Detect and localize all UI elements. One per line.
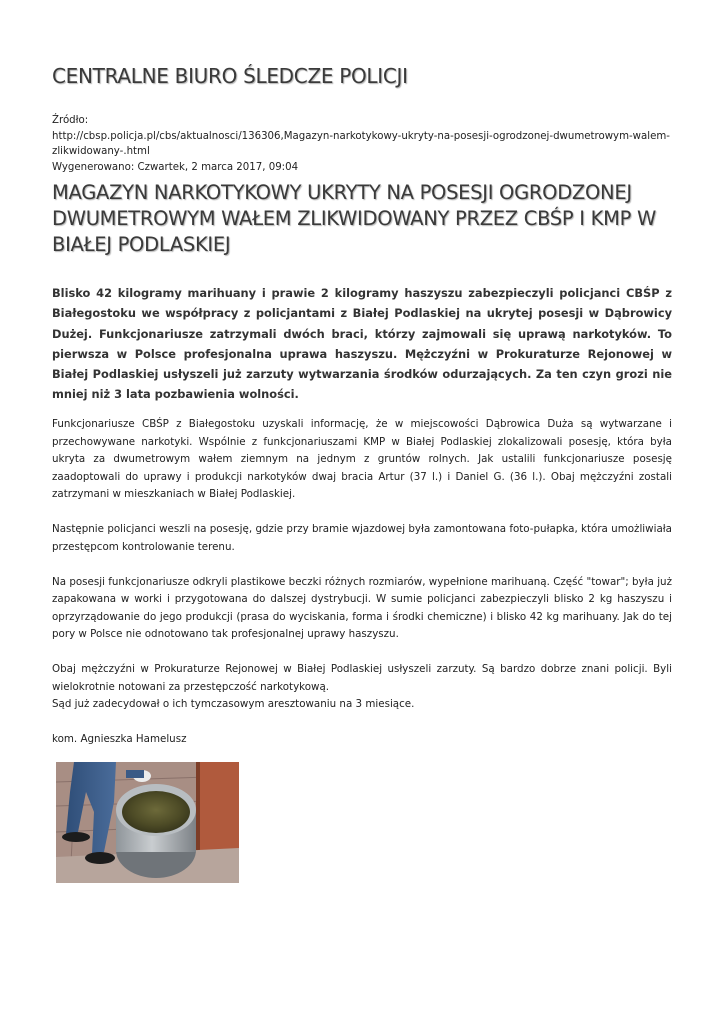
document-meta bbox=[52, 113, 672, 175]
paragraph-4-line-1: Obaj mężczyźni w Prokuraturze Rejonowej w Białej Podlaskiej usłyszeli zarzuty. Są bardzo dobrze znani policji. Byli wielokrotnie notowani za przestępczość narkotykową. bbox=[52, 663, 672, 693]
article-author: kom. Agnieszka Hamelusz bbox=[52, 733, 187, 745]
source-url[interactable]: http://cbsp.policja.pl/cbs/aktualnosci/136306,Magazyn-narkotykowy-ukryty-na-posesji-ogrodzonej-dwumetrowym-walem-zlikwidowany-.html bbox=[52, 130, 670, 157]
article-title: MAGAZYN NARKOTYKOWY UKRYTY NA POSESJI OGRODZONEJ DWUMETROWYM WAŁEM ZLIKWIDOWANY PRZEZ CBŚP I KMP W BIAŁEJ PODLASKIEJ bbox=[52, 181, 656, 256]
article-lead: Blisko 42 kilogramy marihuany i prawie 2 kilogramy haszyszu zabezpieczyli policjanci CBŚP z Białegostoku we współpracy z policjantami z Białej Podlaskiej na ukrytej posesji w Dąbrowicy Dużej. Funkcjonariusze zatrzymali dwóch braci, którzy zajmowali się uprawą narkotyków. To pierwsza w Polsce profesjonalna uprawa haszyszu. Mężczyźni w Prokuraturze Rejonowej w Białej Podlaskiej usłyszeli już zarzuty wytwarzania środków odurzających. Za ten czyn grozi nie mniej niż 3 lata pozbawienia wolności. bbox=[52, 286, 672, 402]
article-paragraph-3: Na posesji funkcjonariusze odkryli plastikowe beczki różnych rozmiarów, wypełnione marihuaną. Część "towar"; była już zapakowana w worki i przygotowana do dalszej dystrybucji. W sumie policjanci zabezpieczyli blisko 2 kg haszyszu i oprzyrządowanie do jego produkcji (prasa do wyciskania, forma i środki chemiczne) i blisko 42 kg marihuany. Jak do tej pory w Polsce nie odnotowano tak profesjonalnej uprawy haszyszu. bbox=[52, 575, 672, 640]
article-paragraph-1: Funkcjonariusze CBŚP z Białegostoku uzyskali informację, że w miejscowości Dąbrowica Duża są wytwarzane i przechowywane narkotyki. Wspólnie z funkcjonariuszami KMP w Białej Podlaskiej zlokalizowali posesję, która była ukryta za dwumetrowym wałem ziemnym na jednym z gruntów rolnych. Jak ustalili funkcjonariusze posesję zaadoptowali do uprawy i produkcji narkotyków dwaj bracia Artur (37 l.) i Daniel G. (36 l.). Obaj mężczyźni zostali zatrzymani w mieszkaniach w Białej Podlaskiej. bbox=[52, 418, 672, 500]
article-paragraph-2: Następnie policjanci weszli na posesję, gdzie przy bramie wjazdowej była zamontowana foto-pułapka, która umożliwiała przestępcom kontrolowanie terenu. bbox=[52, 523, 672, 553]
source-label: Źródło: bbox=[52, 115, 89, 126]
article-photo bbox=[56, 762, 239, 883]
article-body bbox=[52, 416, 672, 766]
generated-date: Wygenerowano: Czwartek, 2 marca 2017, 09:04 bbox=[52, 161, 299, 173]
article-paragraph-4 bbox=[52, 661, 672, 714]
paragraph-4-line-2: Sąd już zadecydował o ich tymczasowym aresztowaniu na 3 miesiące. bbox=[52, 698, 415, 710]
site-title: CENTRALNE BIURO ŚLEDCZE POLICJI bbox=[52, 64, 408, 88]
